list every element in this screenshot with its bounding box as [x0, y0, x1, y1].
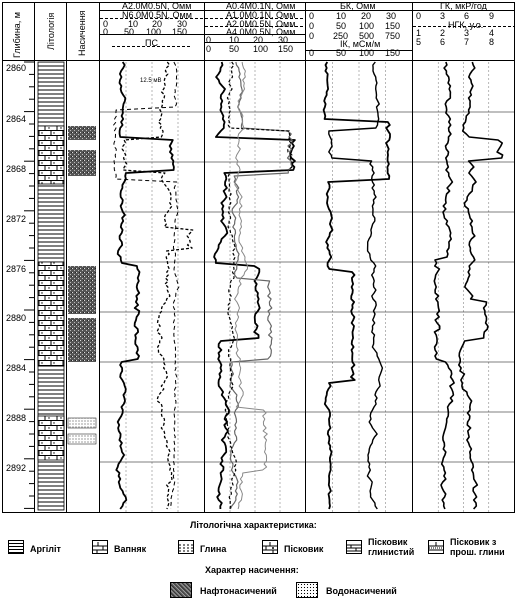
depth-label: 2888 — [6, 413, 27, 423]
curve-gk-trace — [434, 62, 454, 509]
t1-scale2-100: 100 — [146, 27, 162, 37]
t4-ngk2-7: 7 — [464, 37, 470, 47]
argillite-swatch — [8, 540, 24, 554]
saturation-legend-title-text: Характер насичення: — [205, 565, 299, 575]
t3-bot-0: 0 — [309, 48, 315, 58]
legend-clay: Глина — [200, 544, 227, 554]
t2-scale2-0: 0 — [206, 44, 212, 54]
depth-ticks — [24, 62, 34, 508]
legend-limestone: Вапняк — [114, 544, 147, 554]
limestone-swatch — [92, 540, 108, 554]
t3-mid-100: 100 — [359, 21, 375, 31]
depth-label: 2872 — [6, 214, 27, 224]
curve-a2-label: A2.0M0.5N, Омм — [122, 1, 192, 11]
curve-gk-label: ГК, мкР/год — [440, 1, 487, 11]
curve-a20-label: A2.0M0.5N, Омм — [226, 19, 296, 29]
depth-label: 2868 — [6, 164, 27, 174]
sp-label: ПС — [145, 38, 158, 48]
lithology-header: Літологія — [46, 12, 56, 50]
depth-label: 2860 — [6, 63, 27, 73]
t4-ngk2-8: 8 — [489, 37, 495, 47]
depth-label: 2876 — [6, 264, 27, 274]
depth-label: 2892 — [6, 463, 27, 473]
curve-a2-trace — [116, 62, 174, 509]
curve-a10-label: A1.0M0.1N, Омм — [226, 10, 296, 20]
curve-n6-label: N6.0M0.5N, Омм — [122, 10, 192, 20]
legend-sandstone: Пісковик — [284, 544, 324, 554]
t3-mid2-250: 250 — [333, 31, 349, 41]
lithology-column — [38, 62, 64, 510]
t2-scale-20: 20 — [253, 35, 264, 45]
curve-ngk-label: НГК, у.о. — [448, 20, 484, 30]
t3-mid2-0: 0 — [309, 31, 315, 41]
t3-mid-50: 50 — [336, 21, 347, 31]
t2-scale2-50: 50 — [229, 44, 240, 54]
t2-scale-30: 30 — [278, 35, 289, 45]
t4-gk-3: 3 — [440, 11, 446, 21]
curve-ik-label: ІК, мСм/м — [340, 39, 381, 49]
t1-scale2-150: 150 — [172, 27, 188, 37]
sp-scale-annotation: 12.5 мВ — [140, 78, 162, 84]
oil-saturated-swatch — [170, 582, 192, 598]
depth-label: 2884 — [6, 363, 27, 373]
t4-gk-9: 9 — [489, 11, 495, 21]
t3-top-0: 0 — [309, 11, 315, 21]
legend-water-saturated: Водонасичений — [326, 586, 397, 596]
t4-ngk1-1: 1 — [416, 28, 422, 38]
t1-scale2-50: 50 — [124, 27, 135, 37]
t4-ngk1-2: 2 — [440, 28, 446, 38]
legend-argillite: Аргіліт — [30, 544, 61, 554]
t4-ngk1-3: 3 — [464, 28, 470, 38]
t4-ngk2-5: 5 — [416, 37, 422, 47]
t4-ngk2-6: 6 — [440, 37, 446, 47]
legend-clayey-sandstone: Пісковик глинистий — [368, 537, 415, 557]
t2-scale2-150: 150 — [278, 44, 294, 54]
lithology-legend-title: Літологічна характеристика: — [190, 520, 317, 530]
t4-ngk1-4: 4 — [489, 28, 495, 38]
log-curves — [114, 62, 503, 509]
t1-scale-20: 20 — [152, 19, 163, 29]
t2-scale-10: 10 — [229, 35, 240, 45]
t3-bot-150: 150 — [385, 48, 401, 58]
t1-scale2-0: 0 — [103, 27, 109, 37]
t3-bot-50: 50 — [336, 48, 347, 58]
sandstone-swatch — [262, 540, 278, 554]
track-grid — [100, 62, 514, 512]
curve-ik-trace — [329, 62, 383, 509]
legend-sandstone-clay-interlayers: Пісковик з прош. глини — [450, 537, 505, 557]
curve-a04-label: A0.4M0.1N, Омм — [226, 1, 296, 11]
t1-scale-10: 10 — [128, 19, 139, 29]
saturation-header: Насичення — [77, 10, 87, 56]
curve-a40-label: A4.0M0.5N, Омм — [226, 27, 296, 37]
curve-n6-trace — [122, 62, 193, 509]
t3-top-10: 10 — [336, 11, 347, 21]
depth-label: 2864 — [6, 114, 27, 124]
t3-mid2-750: 750 — [385, 31, 401, 41]
clay-swatch — [178, 540, 194, 554]
t3-mid-0: 0 — [309, 21, 315, 31]
t2-scale-0: 0 — [206, 35, 212, 45]
legend-oil-saturated: Нафтонасичений — [200, 586, 277, 596]
clayey-sandstone-swatch — [346, 540, 362, 554]
t3-bot-100: 100 — [359, 48, 375, 58]
t1-scale-0: 0 — [103, 19, 109, 29]
t3-top-30: 30 — [386, 11, 397, 21]
depth-header: Глибина, м — [12, 12, 22, 58]
sp-trace — [114, 62, 179, 509]
curve-ngk-trace — [459, 62, 503, 509]
sandstone-clay-interlayer-swatch — [428, 540, 444, 554]
t1-scale-30: 30 — [177, 19, 188, 29]
t4-gk-6: 6 — [464, 11, 470, 21]
depth-label: 2880 — [6, 313, 27, 323]
water-saturated-swatch — [296, 582, 318, 598]
t3-mid-150: 150 — [385, 21, 401, 31]
t3-top-20: 20 — [361, 11, 372, 21]
t4-gk-0: 0 — [416, 11, 422, 21]
t3-mid2-500: 500 — [359, 31, 375, 41]
curve-bk-label: БК, Омм — [340, 1, 376, 11]
saturation-column — [68, 126, 96, 444]
t2-scale2-100: 100 — [253, 44, 269, 54]
